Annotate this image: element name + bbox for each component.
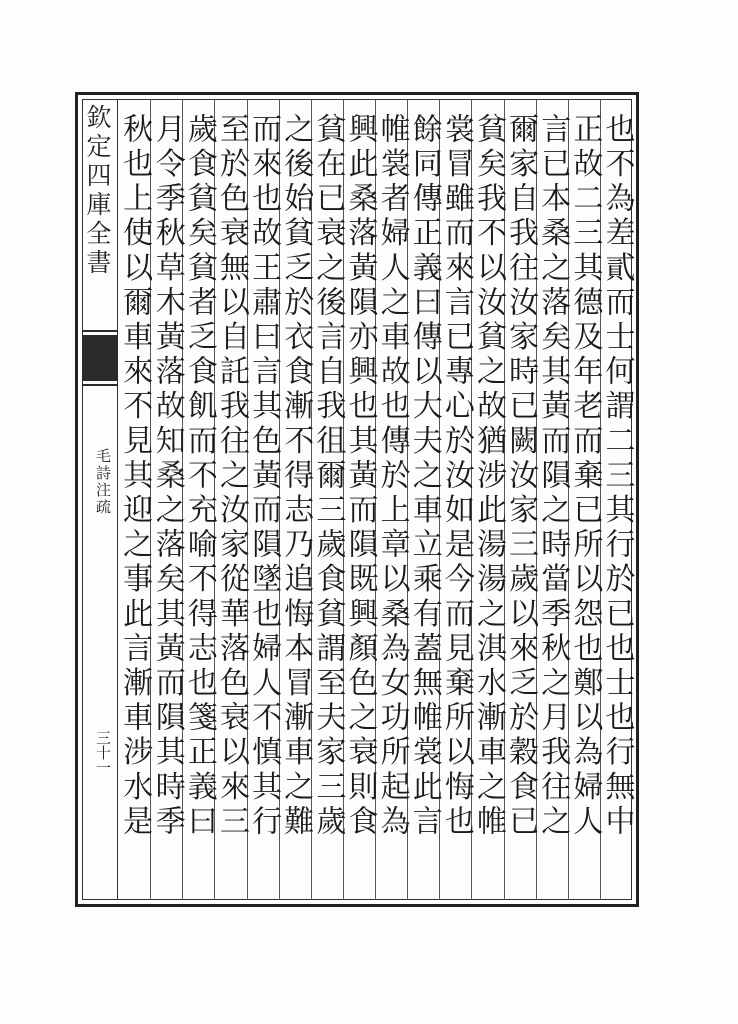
text-column — [374, 99, 410, 900]
text-column — [181, 99, 217, 900]
text-column — [599, 99, 635, 900]
text-column — [535, 99, 571, 900]
column-text: 歲食貧矣貧者乏食飢而不充喻不得志也箋正義曰 — [181, 113, 217, 840]
column-text: 至於色衰無以自託我往之汝家從華落色衰以來三 — [213, 113, 249, 840]
column-text: 秋也上使以爾車來不見其迎之事此言漸車涉水是 — [117, 113, 153, 840]
fishtail-rule-top — [82, 330, 118, 332]
column-text: 也不為差貳而士何謂二三其行於已也士也行無中 — [599, 113, 635, 840]
text-column — [438, 99, 474, 900]
column-text: 正故二三其德及年老而棄已所以怨也鄭以為婦人 — [567, 113, 603, 840]
book-title: 毛詩注疏 — [94, 448, 112, 516]
column-text: 帷裳者婦人之車故也傳於上章以桑為女功所起為 — [374, 113, 410, 840]
text-column — [406, 99, 442, 900]
fishtail-mark — [82, 335, 118, 381]
column-text: 之後始貧乏於衣食漸不得志乃追悔本冒漸車之難 — [278, 113, 314, 840]
column-text: 貧在已衰之後言自我徂爾三歲食貧謂至夫家三歲 — [310, 113, 346, 840]
series-title: 欽定四庫全書 — [83, 104, 112, 278]
text-column — [470, 99, 506, 900]
column-text: 餘同傳正義曰傳以大夫之車立乘有蓋無帷裳此言 — [406, 113, 442, 840]
column-text: 裳冒雖而來言已專心於汝如是今而見棄所以悔也 — [438, 113, 474, 840]
column-text: 言已本桑之落矣其黃而隕之時當季秋之月我往之 — [535, 113, 571, 840]
column-text: 爾家自我往汝家時已闕汝家三歲以來乏於穀食已 — [503, 113, 539, 840]
page-number: 三十一 — [94, 730, 112, 775]
text-column — [278, 99, 314, 900]
fishtail-rule-bottom — [82, 384, 118, 386]
column-text: 興此桑落黃隕亦興也其黃而隕既興顏色之衰則食 — [342, 113, 378, 840]
text-column — [310, 99, 346, 900]
text-column — [117, 99, 153, 900]
text-body — [117, 99, 635, 900]
text-column — [149, 99, 185, 900]
column-text: 而來也故王肅曰言其色黃而隕墜也婦人不慎其行 — [246, 113, 282, 840]
text-column — [246, 99, 282, 900]
column-text: 月令季秋草木黃落故知桑之落矣其黃而隕其時季 — [149, 113, 185, 840]
text-column — [503, 99, 539, 900]
column-text: 貧矣我不以汝貧之故猶涉此湯湯之淇水漸車之帷 — [470, 113, 506, 840]
text-column — [342, 99, 378, 900]
text-column — [567, 99, 603, 900]
text-column — [213, 99, 249, 900]
